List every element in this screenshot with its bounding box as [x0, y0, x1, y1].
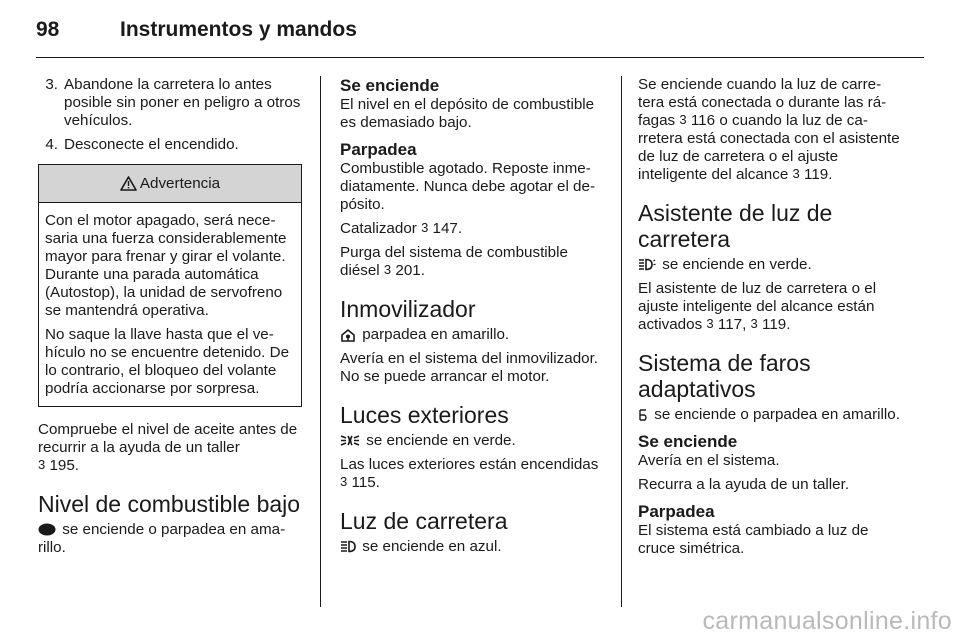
- page-ref-icon: 3: [340, 474, 348, 489]
- oil-paragraph: Compruebe el nivel de aceite antes de recurrir a la ayuda de un taller 3 195.: [38, 421, 298, 474]
- warning-triangle-icon: [120, 176, 137, 191]
- section-heading: Inmovilizador: [340, 296, 476, 322]
- paragraph: El sistema está cambiado a luz de cruce simétrica.: [638, 522, 869, 557]
- paragraph: se enciende o parpadea en amarillo.: [638, 406, 900, 424]
- adaptive-lights-icon: [638, 408, 648, 422]
- paragraph: El nivel en el depósito de combustible es demasiado bajo.: [340, 96, 595, 131]
- page-ref-icon: 3: [421, 220, 429, 235]
- header-rule: [36, 57, 924, 58]
- paragraph: Las luces exteriores están encendidas 3 115.: [340, 456, 599, 491]
- list-text: Abandone la carretera lo antes posible sin poner en peligro a otros vehículos.: [64, 76, 301, 129]
- list-item: [38, 76, 302, 130]
- page-title: Instrumentos y mandos: [120, 18, 357, 41]
- page-ref-icon: 3: [792, 166, 800, 181]
- warning-header: [39, 165, 301, 203]
- paragraph: El asistente de luz de carretera o el ajuste inteligente del alcance están activados 3 117, 3 119.: [638, 280, 877, 333]
- page-ref: 116: [690, 112, 716, 129]
- list-item: [38, 136, 302, 154]
- section-heading: Luz de carretera: [340, 508, 508, 534]
- subheading: Se enciende: [340, 76, 440, 95]
- column-divider: [621, 76, 622, 607]
- column-divider: [320, 76, 321, 607]
- warning-paragraph: No saque la llave hasta que el vehículo no se encuentre detenido. De lo contrario, el bloqueo del volante podría accionarse por sorpresa.: [45, 326, 290, 397]
- list-number: 4.: [45, 136, 58, 153]
- paragraph: se enciende en verde.: [638, 256, 900, 274]
- page-ref: 195.: [49, 457, 80, 474]
- paragraph: Catalizador 3 147.: [340, 220, 463, 237]
- page-ref-icon: 3: [679, 112, 687, 127]
- page-ref-icon: 3: [706, 316, 714, 331]
- paragraph: Combustible agotado. Reposte inmediatamente. Nunca debe agotar el depósito.: [340, 160, 595, 213]
- paragraph: parpadea en amarillo.: [340, 326, 602, 344]
- page-ref: 117,: [717, 316, 747, 333]
- page-ref-icon: 3: [383, 262, 392, 277]
- immobilizer-icon: [340, 328, 356, 342]
- section-heading: Luces exteriores: [340, 402, 509, 428]
- fuel-paragraph: se enciende o parpadea en amarillo.: [38, 521, 286, 556]
- page-ref: 115.: [351, 474, 380, 491]
- paragraph: Purga del sistema de combustible diésel 3 201.: [340, 244, 568, 279]
- warning-paragraph: Con el motor apagado, será necesaria una fuerza considerablemente mayor para frenar y girar el volante. Durante una parada automática (Autostop), la unidad de servofreno se mantendrá operativa.: [45, 212, 287, 319]
- paragraph: Avería en el sistema.: [638, 452, 780, 469]
- fuel-drop-icon: [38, 523, 56, 536]
- page-ref: 201.: [395, 262, 425, 279]
- section-heading: Asistente de luz de carretera: [638, 200, 833, 252]
- watermark: carmanualsonline.info: [702, 607, 952, 635]
- paragraph: Recurra a la ayuda de un taller.: [638, 476, 850, 493]
- page-ref: 119.: [804, 166, 833, 183]
- page-number: 98: [36, 18, 60, 41]
- warning-body: [39, 203, 301, 406]
- high-beam-icon: [340, 540, 356, 553]
- column-1: [38, 76, 302, 563]
- list-number: 3.: [45, 76, 58, 93]
- section-heading: Sistema de faros adaptativos: [638, 350, 811, 402]
- paragraph: se enciende en verde.: [340, 432, 602, 450]
- warning-title: Advertencia: [139, 174, 221, 192]
- paragraph: Se enciende cuando la luz de carretera está conectada o durante las ráfagas 3 116 o cuando la luz de carretera está conectada con el asistente de luz de carretera o el ajuste inteligente del alcance 3 119.: [638, 76, 900, 183]
- high-beam-assist-icon: [638, 258, 656, 271]
- column-2: [340, 76, 602, 562]
- list-text: Desconecte el encendido.: [64, 136, 239, 153]
- subheading: Parpadea: [340, 140, 417, 159]
- column-3: [638, 76, 900, 564]
- exterior-lights-icon: [340, 434, 360, 447]
- section-heading: Nivel de combustible bajo: [38, 491, 301, 517]
- page-ref: 119.: [762, 316, 791, 333]
- page-ref-icon: 3: [38, 457, 46, 472]
- subheading: Se enciende: [638, 432, 738, 451]
- paragraph: Avería en el sistema del inmovilizador. No se puede arrancar el motor.: [340, 350, 599, 385]
- paragraph: se enciende en azul.: [340, 538, 602, 556]
- page-ref-icon: 3: [750, 316, 758, 331]
- subheading: Parpadea: [638, 502, 715, 521]
- page-ref: 147.: [432, 220, 463, 237]
- warning-box: [38, 164, 302, 407]
